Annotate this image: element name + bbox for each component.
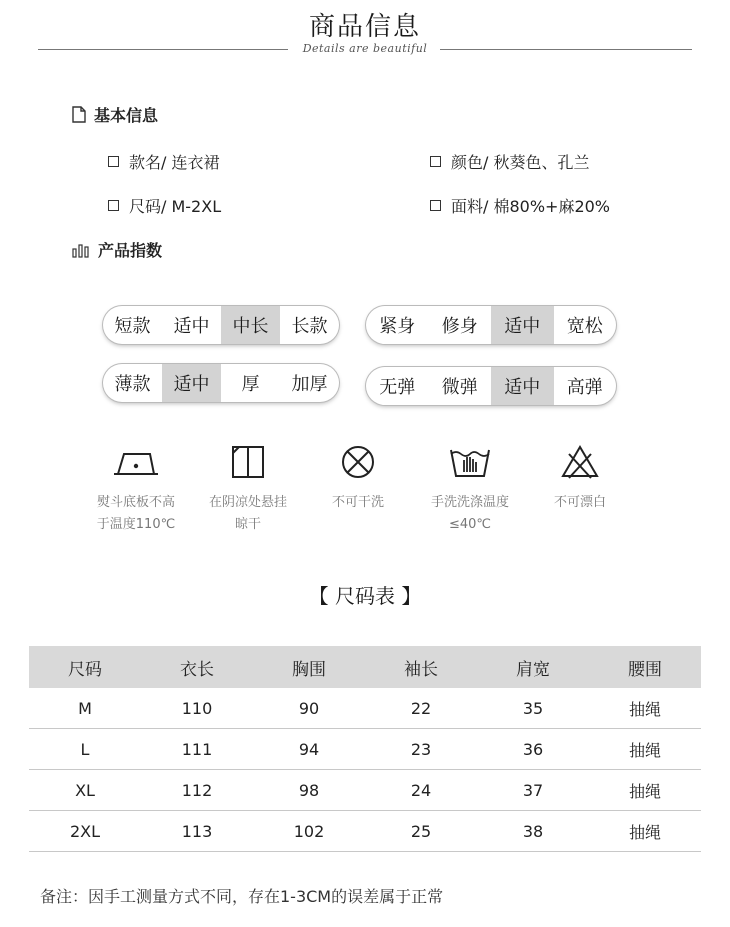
- table-header-row: [29, 646, 701, 688]
- scale-option: 紧身: [379, 316, 416, 337]
- care-text: 晾干: [234, 517, 261, 532]
- care-text: 不可干洗: [331, 495, 384, 510]
- table-row: [29, 811, 701, 852]
- checkbox-icon: [108, 200, 119, 211]
- care-text: 手洗洗涤温度: [430, 495, 509, 510]
- table-header-cell: 胸围: [253, 646, 365, 688]
- info-item-label: 尺码/ M-2XL: [129, 197, 222, 216]
- scale-option: 适中: [173, 316, 210, 337]
- table-header-cell: 袖长: [365, 646, 477, 688]
- table-cell: 38: [477, 811, 589, 852]
- table-cell: 112: [141, 770, 253, 811]
- bar-chart-icon: [72, 242, 90, 258]
- scale-option-selected: 适中: [491, 306, 554, 344]
- hang-dry-icon: [230, 444, 266, 480]
- elasticity-scale: [366, 367, 616, 405]
- scale-option: 加厚: [291, 374, 328, 395]
- care-iron: [81, 444, 191, 536]
- care-text: ≤40℃: [448, 517, 492, 532]
- table-cell: 36: [477, 729, 589, 770]
- care-text: 在阴凉处悬挂: [208, 495, 287, 510]
- checkbox-icon: [108, 156, 119, 167]
- size-chart-title: 【 尺码表 】: [308, 584, 422, 608]
- info-item-size: [108, 194, 221, 217]
- table-cell: 113: [141, 811, 253, 852]
- scale-option: 长款: [291, 316, 328, 337]
- checkbox-icon: [430, 200, 441, 211]
- table-cell: 111: [141, 729, 253, 770]
- table-cell: 抽绳: [589, 811, 701, 852]
- table-cell: 23: [365, 729, 477, 770]
- care-no-bleach: [525, 444, 635, 514]
- scale-option: 短款: [114, 316, 151, 337]
- table-row: [29, 729, 701, 770]
- table-cell: 37: [477, 770, 589, 811]
- product-index-heading-text: 产品指数: [98, 241, 163, 260]
- scale-option-selected: 适中: [162, 364, 221, 402]
- care-text: 不可漂白: [553, 495, 606, 510]
- table-cell: M: [29, 688, 141, 729]
- info-item-label: 颜色/ 秋葵色、孔兰: [451, 153, 590, 172]
- scale-option-selected: 适中: [491, 367, 554, 405]
- info-item-color: [430, 150, 589, 173]
- fit-scale: [366, 306, 616, 344]
- iron-icon: [112, 444, 160, 480]
- table-row: [29, 770, 701, 811]
- scale-option: 高弹: [566, 377, 603, 398]
- table-cell: 24: [365, 770, 477, 811]
- table-cell: 抽绳: [589, 770, 701, 811]
- table-cell: 90: [253, 688, 365, 729]
- basic-info-heading-text: 基本信息: [94, 106, 159, 125]
- scale-option: 修身: [441, 316, 478, 337]
- size-table: [29, 646, 701, 852]
- table-header-cell: 衣长: [141, 646, 253, 688]
- header-divider-right: [440, 49, 692, 50]
- checkbox-icon: [430, 156, 441, 167]
- table-cell: 102: [253, 811, 365, 852]
- info-item-label: 款名/ 连衣裙: [129, 153, 220, 172]
- table-row: [29, 688, 701, 729]
- info-item-label: 面料/ 棉80%+麻20%: [451, 197, 611, 216]
- table-cell: 25: [365, 811, 477, 852]
- table-cell: 98: [253, 770, 365, 811]
- table-cell: 35: [477, 688, 589, 729]
- table-header-cell: 尺码: [29, 646, 141, 688]
- info-item-style: [108, 150, 219, 173]
- table-header-cell: 肩宽: [477, 646, 589, 688]
- care-text: 熨斗底板不高: [96, 495, 175, 510]
- scale-option: 无弹: [379, 377, 416, 398]
- scale-option-selected: 中长: [221, 306, 280, 344]
- care-hand-wash: [415, 444, 525, 536]
- no-bleach-icon: [560, 444, 600, 480]
- info-item-fabric: [430, 194, 610, 217]
- table-cell: 22: [365, 688, 477, 729]
- table-cell: 抽绳: [589, 688, 701, 729]
- care-hang-dry: [193, 444, 303, 536]
- page-subtitle: Details are beautiful: [302, 42, 428, 55]
- no-dry-clean-icon: [340, 444, 376, 480]
- thickness-scale: [103, 364, 339, 402]
- scale-option: 宽松: [566, 316, 603, 337]
- table-cell: 抽绳: [589, 729, 701, 770]
- hand-wash-icon: [448, 444, 492, 480]
- measurement-note: 备注：因手工测量方式不同，存在1-3CM的误差属于正常: [40, 887, 444, 906]
- table-cell: L: [29, 729, 141, 770]
- scale-option: 厚: [241, 374, 260, 395]
- table-cell: 110: [141, 688, 253, 729]
- product-index-heading: [72, 238, 162, 261]
- page-title: 商品信息: [308, 12, 421, 42]
- care-text: 于温度110℃: [96, 517, 176, 532]
- table-cell: XL: [29, 770, 141, 811]
- scale-option: 微弹: [441, 377, 478, 398]
- document-icon: [72, 106, 86, 123]
- table-cell: 94: [253, 729, 365, 770]
- care-no-dry-clean: [303, 444, 413, 514]
- table-cell: 2XL: [29, 811, 141, 852]
- scale-option: 薄款: [114, 374, 151, 395]
- length-scale: [103, 306, 339, 344]
- table-header-cell: 腰围: [589, 646, 701, 688]
- basic-info-heading: [72, 103, 158, 126]
